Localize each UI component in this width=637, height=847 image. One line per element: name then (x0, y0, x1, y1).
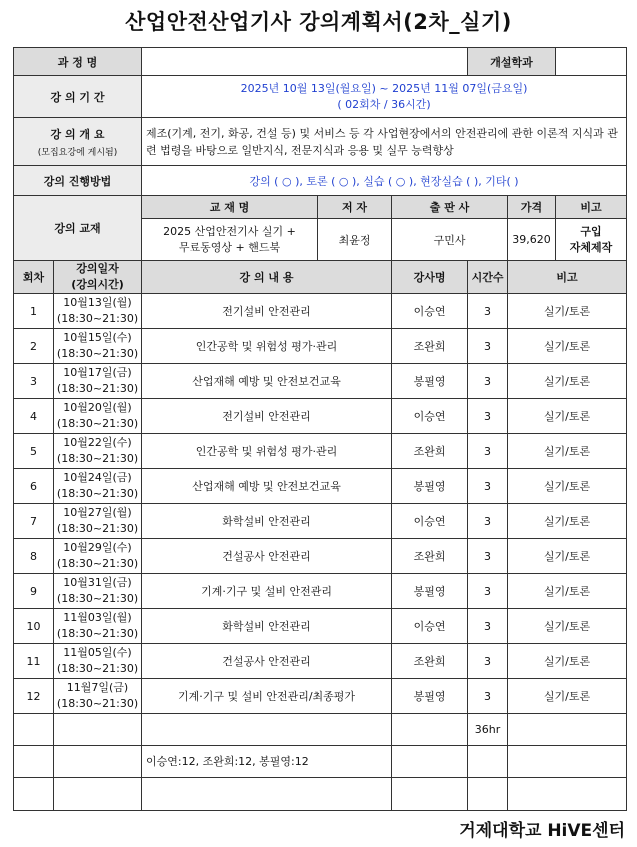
row-date (54, 679, 142, 714)
row-hours: 3 (468, 539, 508, 574)
textbook-note-line2: 자체제작 (569, 240, 613, 254)
row-note: 실기/토론 (508, 504, 627, 539)
textbook-name-line1: 2025 산업안전기사 실기 + (163, 224, 296, 238)
row-date-day: 10월27일(월) (63, 506, 132, 519)
row-date-day: 10월22일(수) (63, 436, 132, 449)
row-note: 실기/토론 (508, 364, 627, 399)
row-date (54, 294, 142, 329)
dept-label: 개설학과 (468, 48, 556, 76)
summary-hours (468, 746, 508, 778)
row-date-day: 11월05일(수) (63, 646, 132, 659)
total-instructor (392, 714, 468, 746)
row-hours: 3 (468, 504, 508, 539)
summary-date (54, 746, 142, 778)
row-date-day: 11월03일(월) (63, 611, 132, 624)
method-label: 강의 진행방법 (14, 166, 142, 196)
row-content: 전기설비 안전관리 (142, 399, 392, 434)
textbook-note-header: 비고 (556, 196, 627, 219)
row-date-day: 10월29일(수) (63, 541, 132, 554)
row-instructor: 봉필영 (392, 364, 468, 399)
period-dates: 2025년 10월 13일(월요일) ~ 2025년 11월 07일(금요일) (240, 81, 528, 95)
row-hours: 3 (468, 679, 508, 714)
textbook-note-line1: 구입 (580, 224, 602, 238)
overview-label: 강 의 개 요 (50, 127, 105, 141)
row-note: 실기/토론 (508, 539, 627, 574)
total-date (54, 714, 142, 746)
schedule-row (14, 539, 627, 574)
no-header: 회차 (14, 261, 54, 294)
row-hours: 3 (468, 329, 508, 364)
textbook-name (142, 219, 318, 261)
date-header (54, 261, 142, 294)
overview-text: 제조(기계, 전기, 화공, 건설 등) 및 서비스 등 각 사업현장에서의 안전관리에 관한 이론적 지식과 관련 법령을 바탕으로 일반지식, 전문지식과 응용 및 실무 능력향상 (142, 118, 627, 166)
textbook-price: 39,620 (508, 219, 556, 261)
row-date-time: (18:30~21:30) (56, 312, 139, 325)
textbook-publisher-header: 출 판 사 (392, 196, 508, 219)
overview-row (14, 118, 627, 166)
row-no: 10 (14, 609, 54, 644)
hours-header: 시간수 (468, 261, 508, 294)
course-name-value (142, 48, 468, 76)
empty-row (14, 778, 627, 811)
row-date-time: (18:30~21:30) (56, 522, 139, 535)
row-date-time: (18:30~21:30) (56, 662, 139, 675)
row-date (54, 364, 142, 399)
textbook-note (556, 219, 627, 261)
course-name-label: 과 정 명 (14, 48, 142, 76)
row-no: 11 (14, 644, 54, 679)
course-name-row (14, 48, 627, 76)
content-header: 강 의 내 용 (142, 261, 392, 294)
row-hours: 3 (468, 434, 508, 469)
row-no: 12 (14, 679, 54, 714)
row-date (54, 539, 142, 574)
period-value (142, 76, 627, 118)
row-date-day: 10월15일(수) (63, 331, 132, 344)
textbook-header-row (14, 196, 627, 219)
method-value: 강의 ( ○ ), 토론 ( ○ ), 실습 ( ○ ), 현장실습 ( ), 기타( ) (142, 166, 627, 196)
row-note: 실기/토론 (508, 294, 627, 329)
textbook-author: 최윤정 (318, 219, 392, 261)
row-date-time: (18:30~21:30) (56, 382, 139, 395)
schedule-row (14, 399, 627, 434)
row-no: 8 (14, 539, 54, 574)
period-sessions: ( 02회차 / 36시간) (337, 97, 431, 111)
row-note: 실기/토론 (508, 329, 627, 364)
row-no: 5 (14, 434, 54, 469)
row-hours: 3 (468, 574, 508, 609)
period-row (14, 76, 627, 118)
row-no: 4 (14, 399, 54, 434)
method-row (14, 166, 627, 196)
textbook-price-header: 가격 (508, 196, 556, 219)
row-date (54, 609, 142, 644)
row-date-day: 10월20일(월) (63, 401, 132, 414)
row-instructor: 이승연 (392, 504, 468, 539)
date-header-line2: (강의시간) (71, 278, 124, 291)
row-no: 1 (14, 294, 54, 329)
row-content: 건설공사 안전관리 (142, 539, 392, 574)
row-date-time: (18:30~21:30) (56, 557, 139, 570)
row-date-time: (18:30~21:30) (56, 347, 139, 360)
note-header: 비고 (508, 261, 627, 294)
row-date-day: 11월7일(금) (66, 681, 129, 694)
row-date-time: (18:30~21:30) (56, 627, 139, 640)
row-date-day: 10월13일(월) (63, 296, 132, 309)
course-plan-table (13, 47, 627, 811)
row-date-day: 10월17일(금) (63, 366, 132, 379)
row-instructor: 조완희 (392, 434, 468, 469)
textbook-label: 강의 교재 (14, 196, 142, 261)
summary-row (14, 746, 627, 778)
row-note: 실기/토론 (508, 609, 627, 644)
row-instructor: 이승연 (392, 609, 468, 644)
row-instructor: 봉필영 (392, 469, 468, 504)
instructor-summary: 이승연:12, 조완희:12, 봉필영:12 (142, 746, 392, 778)
row-hours: 3 (468, 399, 508, 434)
textbook-author-header: 저 자 (318, 196, 392, 219)
schedule-row (14, 329, 627, 364)
schedule-row (14, 294, 627, 329)
row-note: 실기/토론 (508, 469, 627, 504)
row-hours: 3 (468, 469, 508, 504)
row-instructor: 봉필영 (392, 679, 468, 714)
row-content: 산업재해 예방 및 안전보건교육 (142, 469, 392, 504)
row-date (54, 574, 142, 609)
row-hours: 3 (468, 364, 508, 399)
row-instructor: 봉필영 (392, 574, 468, 609)
textbook-publisher: 구민사 (392, 219, 508, 261)
total-hours: 36hr (468, 714, 508, 746)
row-instructor: 조완희 (392, 329, 468, 364)
date-header-line1: 강의일자 (76, 262, 119, 275)
row-no: 2 (14, 329, 54, 364)
row-date (54, 329, 142, 364)
row-instructor: 이승연 (392, 399, 468, 434)
row-instructor: 조완희 (392, 644, 468, 679)
instructor-header: 강사명 (392, 261, 468, 294)
period-label: 강 의 기 간 (14, 76, 142, 118)
row-content: 기계·기구 및 설비 안전관리/최종평가 (142, 679, 392, 714)
row-instructor: 조완희 (392, 539, 468, 574)
summary-no (14, 746, 54, 778)
row-note: 실기/토론 (508, 399, 627, 434)
row-date-day: 10월31일(금) (63, 576, 132, 589)
row-date-day: 10월24일(금) (63, 471, 132, 484)
schedule-row (14, 609, 627, 644)
total-content (142, 714, 392, 746)
row-date (54, 644, 142, 679)
row-content: 화학설비 안전관리 (142, 504, 392, 539)
total-no (14, 714, 54, 746)
total-note (508, 714, 627, 746)
row-no: 9 (14, 574, 54, 609)
schedule-row (14, 504, 627, 539)
schedule-row (14, 679, 627, 714)
row-note: 실기/토론 (508, 434, 627, 469)
overview-sublabel: (모집요강에 게시됨) (37, 147, 118, 158)
schedule-header-row (14, 261, 627, 294)
row-date (54, 434, 142, 469)
row-date-time: (18:30~21:30) (56, 452, 139, 465)
row-content: 인간공학 및 위험성 평가·관리 (142, 434, 392, 469)
row-date (54, 504, 142, 539)
schedule-row (14, 574, 627, 609)
row-note: 실기/토론 (508, 574, 627, 609)
summary-note (508, 746, 627, 778)
row-date-time: (18:30~21:30) (56, 487, 139, 500)
footer-org: 거제대학교 HiVE센터 (459, 821, 625, 841)
row-hours: 3 (468, 644, 508, 679)
row-date-time: (18:30~21:30) (56, 592, 139, 605)
row-date-time: (18:30~21:30) (56, 697, 139, 710)
overview-label-cell (14, 118, 142, 166)
textbook-name-header: 교 재 명 (142, 196, 318, 219)
schedule-body (14, 294, 627, 714)
row-content: 산업재해 예방 및 안전보건교육 (142, 364, 392, 399)
row-hours: 3 (468, 609, 508, 644)
row-date (54, 469, 142, 504)
dept-value (556, 48, 627, 76)
row-date (54, 399, 142, 434)
document-title: 산업안전산업기사 강의계획서(2차_실기) (125, 10, 512, 34)
schedule-row (14, 644, 627, 679)
row-note: 실기/토론 (508, 679, 627, 714)
row-note: 실기/토론 (508, 644, 627, 679)
row-content: 건설공사 안전관리 (142, 644, 392, 679)
schedule-row (14, 364, 627, 399)
row-no: 3 (14, 364, 54, 399)
row-content: 전기설비 안전관리 (142, 294, 392, 329)
row-no: 7 (14, 504, 54, 539)
summary-instructor (392, 746, 468, 778)
schedule-row (14, 469, 627, 504)
row-content: 화학설비 안전관리 (142, 609, 392, 644)
textbook-name-line2: 무료동영상 + 핸드북 (178, 240, 281, 254)
row-hours: 3 (468, 294, 508, 329)
row-content: 인간공학 및 위험성 평가·관리 (142, 329, 392, 364)
total-row (14, 714, 627, 746)
row-content: 기계·기구 및 설비 안전관리 (142, 574, 392, 609)
schedule-row (14, 434, 627, 469)
row-instructor: 이승연 (392, 294, 468, 329)
row-no: 6 (14, 469, 54, 504)
row-date-time: (18:30~21:30) (56, 417, 139, 430)
